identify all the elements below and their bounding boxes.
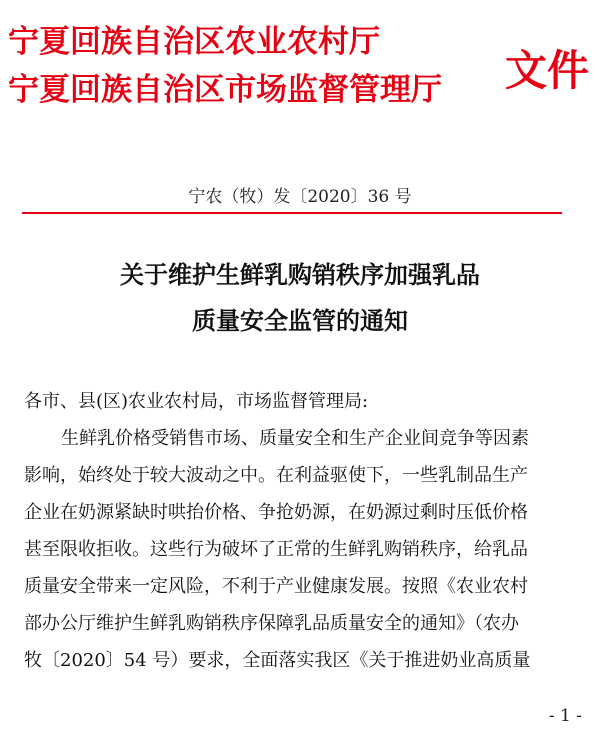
- page-number: - 1 -: [548, 706, 582, 726]
- body-line: 牧〔2020〕54 号）要求，全面落实我区《关于推进奶业高质量: [24, 650, 531, 671]
- body-line: 质量安全带来一定风险，不利于产业健康发展。按照《农业农村: [24, 576, 528, 597]
- salutation: 各市、县(区)农业农村局，市场监督管理局:: [24, 391, 369, 412]
- body-line: 影响，始终处于较大波动之中。在利益驱使下，一些乳制品生产: [24, 465, 528, 486]
- document-number: 宁农（牧）发〔2020〕36 号: [188, 187, 412, 207]
- document-title: [0, 252, 600, 344]
- red-divider-line: [22, 212, 562, 214]
- document-header: [0, 0, 600, 140]
- body-line: 生鲜乳价格受销售市场、质量安全和生产企业间竞争等因素: [61, 428, 529, 449]
- body-line: 部办公厅维护生鲜乳购销秩序保障乳品质量安全的通知》（农办: [24, 613, 519, 634]
- issuing-org-agriculture: 宁夏回族自治区农业农村厅: [8, 24, 380, 60]
- title-line-2: 质量安全监管的通知: [192, 307, 408, 335]
- document-body: [24, 383, 584, 679]
- issuing-org-market-supervision: 宁夏回族自治区市场监督管理厅: [8, 72, 442, 108]
- title-line-1: 关于维护生鲜乳购销秩序加强乳品: [120, 261, 480, 289]
- body-line: 甚至限收拒收。这些行为破坏了正常的生鲜乳购销秩序，给乳品: [24, 539, 528, 560]
- body-line: 企业在奶源紧缺时哄抬价格、争抢奶源，在奶源过剩时压低价格: [24, 502, 528, 523]
- document-label: 文件: [505, 46, 590, 95]
